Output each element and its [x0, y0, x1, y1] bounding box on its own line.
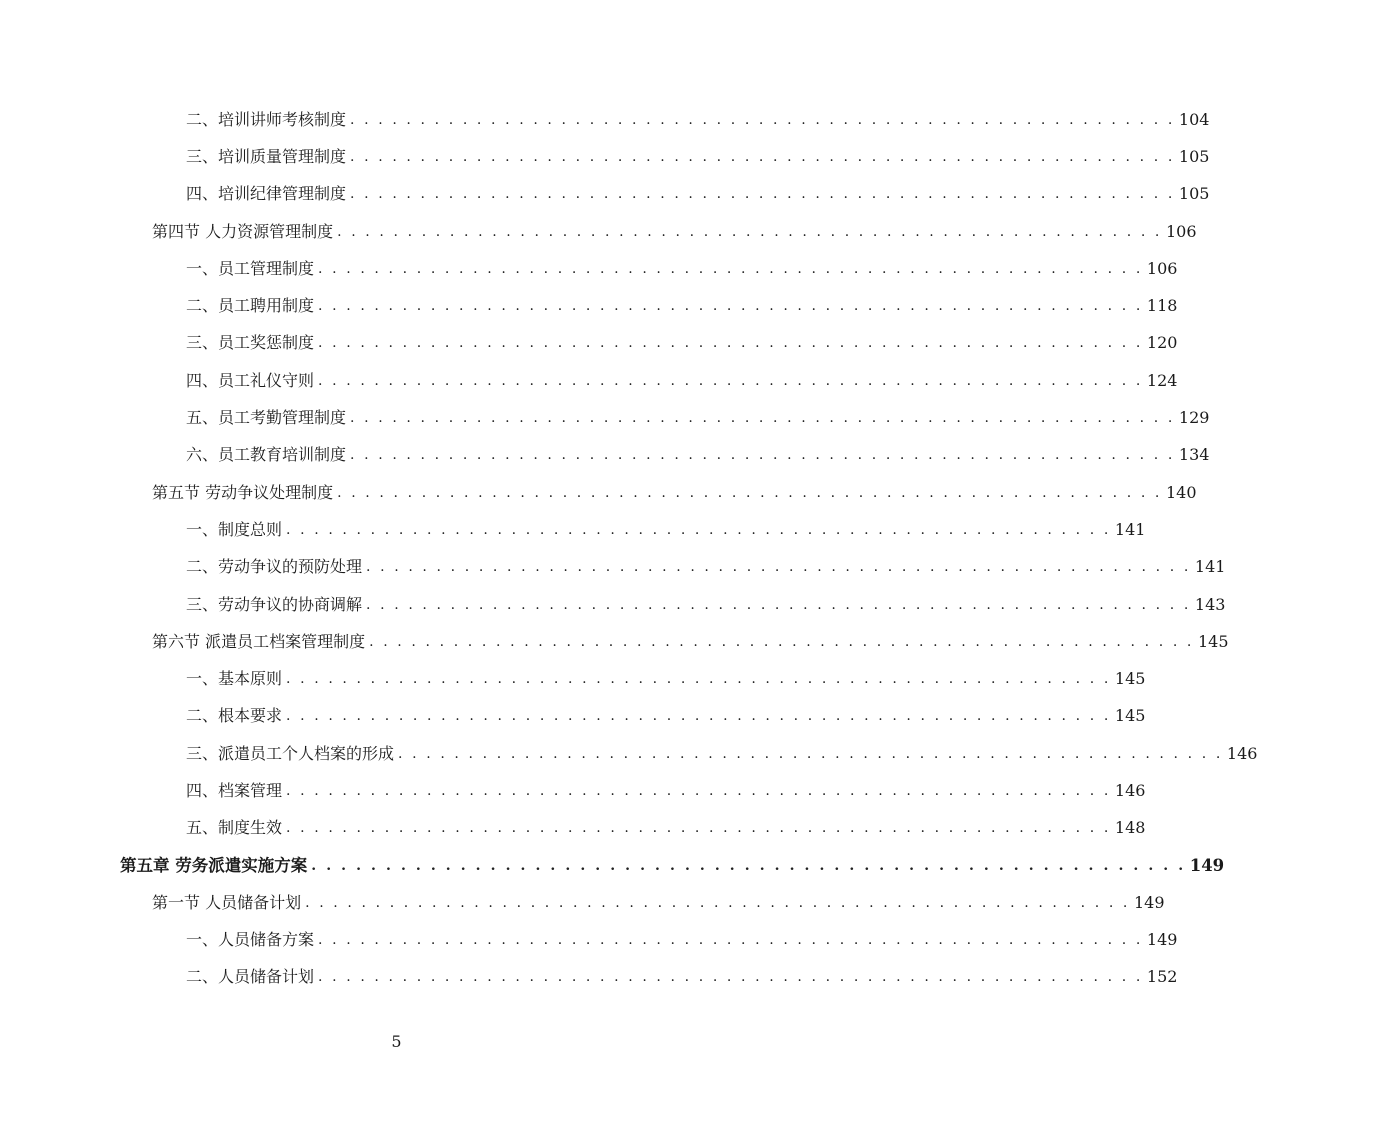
toc-entry-page: 105 [1178, 146, 1210, 166]
toc-entry-page: 105 [1178, 184, 1210, 204]
dot-leader: . . . . . . . . . . . . . . . . . . . . . . . . . . . . . . . . . . . . . . . . . . . . . . . . . . . . . . . . . . . [337, 484, 1162, 501]
toc-entry-label: 一、基本原则 [186, 669, 283, 689]
toc-entry-page: 118 [1146, 296, 1178, 316]
page-number: 5 [391, 1032, 402, 1051]
toc-subsection-entry[interactable] [0, 101, 1210, 138]
toc-subsection-entry[interactable] [0, 250, 1178, 287]
toc-entry-label: 三、员工奖惩制度 [186, 333, 315, 353]
toc-entry-label: 五、制度生效 [186, 818, 283, 838]
toc-entry-page: 149 [1146, 930, 1178, 950]
toc-subsection-entry[interactable] [0, 399, 1210, 436]
toc-subsection-entry[interactable] [0, 362, 1178, 399]
dot-leader: . . . . . . . . . . . . . . . . . . . . . . . . . . . . . . . . . . . . . . . . . . . . . . . . . . . . . . . . . . . [318, 372, 1143, 389]
toc-entry-page: 146 [1114, 780, 1146, 800]
dot-leader: . . . . . . . . . . . . . . . . . . . . . . . . . . . . . . . . . . . . . . . . . . . . . . . . . . . . . . . . . . . [369, 633, 1194, 650]
toc-entry-page: 148 [1114, 818, 1146, 838]
toc-subsection-entry[interactable] [0, 735, 1258, 772]
dot-leader: . . . . . . . . . . . . . . . . . . . . . . . . . . . . . . . . . . . . . . . . . . . . . . . . . . . . . . . . . . . [350, 186, 1175, 203]
dot-leader: . . . . . . . . . . . . . . . . . . . . . . . . . . . . . . . . . . . . . . . . . . . . . . . . . . . . . . . . . . . [286, 521, 1111, 538]
toc-entry-label: 四、员工礼仪守则 [186, 370, 315, 390]
toc-entry-page: 143 [1194, 594, 1226, 614]
toc-entry-label: 三、劳动争议的协商调解 [186, 594, 363, 614]
dot-leader: . . . . . . . . . . . . . . . . . . . . . . . . . . . . . . . . . . . . . . . . . . . . . . . . . . . . . . . . . . . [350, 447, 1175, 464]
dot-leader: . . . . . . . . . . . . . . . . . . . . . . . . . . . . . . . . . . . . . . . . . . . . . . . . . . . . . . . . . . . [366, 596, 1191, 613]
dot-leader: . . . . . . . . . . . . . . . . . . . . . . . . . . . . . . . . . . . . . . . . . . . . . . . . . . . . . . . . . . . [318, 932, 1143, 949]
toc-entry-label: 三、培训质量管理制度 [186, 146, 347, 166]
toc-entry-page: 152 [1146, 967, 1178, 987]
toc-entry-page: 120 [1146, 333, 1178, 353]
toc-entry-page: 104 [1178, 109, 1210, 129]
toc-entry-page: 129 [1178, 408, 1210, 428]
toc-entry-label: 三、派遣员工个人档案的形成 [186, 743, 395, 763]
toc-entry-page: 141 [1114, 519, 1146, 539]
toc-subsection-entry[interactable] [0, 549, 1226, 586]
dot-leader: . . . . . . . . . . . . . . . . . . . . . . . . . . . . . . . . . . . . . . . . . . . . . . . . . . . . . . . . . . . [350, 111, 1175, 128]
toc-subsection-entry[interactable] [0, 325, 1178, 362]
toc-entry-page: 141 [1194, 557, 1226, 577]
dot-leader: . . . . . . . . . . . . . . . . . . . . . . . . . . . . . . . . . . . . . . . . . . . . . . . . . . . . . . . . . . . [286, 708, 1111, 725]
toc-subsection-entry[interactable] [0, 959, 1178, 996]
dot-leader: . . . . . . . . . . . . . . . . . . . . . . . . . . . . . . . . . . . . . . . . . . . . . . . . . . . . . . . . . . . [286, 671, 1111, 688]
toc-subsection-entry[interactable] [0, 176, 1210, 213]
toc-subsection-entry[interactable] [0, 660, 1146, 697]
toc-section-entry[interactable] [0, 884, 1165, 921]
dot-leader: . . . . . . . . . . . . . . . . . . . . . . . . . . . . . . . . . . . . . . . . . . . . . . . . . . . . . . . . . . . [337, 223, 1162, 240]
toc-entry-page: 149 [1189, 855, 1225, 875]
dot-leader: . . . . . . . . . . . . . . . . . . . . . . . . . . . . . . . . . . . . . . . . . . . . . . . . . . . . . . . . . . . [305, 894, 1130, 911]
dot-leader: . . . . . . . . . . . . . . . . . . . . . . . . . . . . . . . . . . . . . . . . . . . . . . . . . . . . . . . . . . . [366, 559, 1191, 576]
toc-entry-label: 五、员工考勤管理制度 [186, 408, 347, 428]
toc-entry-label: 四、档案管理 [186, 780, 283, 800]
dot-leader: . . . . . . . . . . . . . . . . . . . . . . . . . . . . . . . . . . . . . . . . . . . . . . . . . . . . . . . . . . . [398, 745, 1223, 762]
toc-entry-page: 149 [1133, 892, 1165, 912]
toc-entry-page: 106 [1146, 258, 1178, 278]
toc-subsection-entry[interactable] [0, 772, 1146, 809]
dot-leader: . . . . . . . . . . . . . . . . . . . . . . . . . . . . . . . . . . . . . . . . . . . . . . . . . . . . . . . . . . . [318, 260, 1143, 277]
toc-entry-label: 第五节 劳动争议处理制度 [152, 482, 334, 502]
dot-leader: . . . . . . . . . . . . . . . . . . . . . . . . . . . . . . . . . . . . . . . . . . . . . . . . . . . . . . . . . . . [318, 298, 1143, 315]
toc-subsection-entry[interactable] [0, 287, 1178, 324]
toc-subsection-entry[interactable] [0, 922, 1178, 959]
toc-entry-label: 二、员工聘用制度 [186, 296, 315, 316]
toc-entry-label: 一、员工管理制度 [186, 258, 315, 278]
toc-chapter-entry[interactable] [0, 847, 1225, 884]
toc-entry-label: 第五章 劳务派遣实施方案 [120, 855, 308, 875]
toc-entry-page: 146 [1226, 743, 1258, 763]
toc-entry-label: 第四节 人力资源管理制度 [152, 221, 334, 241]
toc-entry-page: 145 [1114, 669, 1146, 689]
toc-entry-page: 140 [1165, 482, 1197, 502]
toc-entry-page: 134 [1178, 445, 1210, 465]
toc-entry-label: 一、制度总则 [186, 519, 283, 539]
toc-entry-label: 第一节 人员储备计划 [152, 892, 302, 912]
dot-leader: . . . . . . . . . . . . . . . . . . . . . . . . . . . . . . . . . . . . . . . . . . . . . . . . . . . . . . . . . . . [286, 782, 1111, 799]
toc-entry-page: 106 [1165, 221, 1197, 241]
toc-entry-label: 二、劳动争议的预防处理 [186, 557, 363, 577]
toc-entry-label: 四、培训纪律管理制度 [186, 184, 347, 204]
dot-leader: . . . . . . . . . . . . . . . . . . . . . . . . . . . . . . . . . . . . . . . . . . . . . . . . . . . . . . . . . . . [318, 335, 1143, 352]
toc-section-entry[interactable] [0, 474, 1197, 511]
dot-leader: . . . . . . . . . . . . . . . . . . . . . . . . . . . . . . . . . . . . . . . . . . . . . . . . . . . . . . . . . . . [318, 969, 1143, 986]
toc-subsection-entry[interactable] [0, 437, 1210, 474]
toc-entry-label: 二、人员储备计划 [186, 967, 315, 987]
dot-leader: . . . . . . . . . . . . . . . . . . . . . . . . . . . . . . . . . . . . . . . . . . . . . . . . . . . . . . . . . . . [286, 820, 1111, 837]
toc-section-entry[interactable] [0, 623, 1229, 660]
toc-subsection-entry[interactable] [0, 138, 1210, 175]
toc-section-entry[interactable] [0, 213, 1197, 250]
toc-entry-label: 二、根本要求 [186, 706, 283, 726]
toc-entry-page: 145 [1114, 706, 1146, 726]
dot-leader: . . . . . . . . . . . . . . . . . . . . . . . . . . . . . . . . . . . . . . . . . . . . . . . . . . . . . . . . . . . [350, 148, 1175, 165]
toc-subsection-entry[interactable] [0, 586, 1226, 623]
dot-leader: . . . . . . . . . . . . . . . . . . . . . . . . . . . . . . . . . . . . . . . . . . . . . . . . . . . . . . . . . . . [350, 410, 1175, 427]
toc-entry-page: 124 [1146, 370, 1178, 390]
toc-entry-label: 第六节 派遣员工档案管理制度 [152, 631, 366, 651]
toc-subsection-entry[interactable] [0, 810, 1146, 847]
toc-subsection-entry[interactable] [0, 698, 1146, 735]
dot-leader: . . . . . . . . . . . . . . . . . . . . . . . . . . . . . . . . . . . . . . . . . . . . . . . . . . . . . . . . . . . [311, 857, 1186, 874]
toc-subsection-entry[interactable] [0, 511, 1146, 548]
table-of-contents [0, 101, 1258, 996]
toc-entry-label: 一、人员储备方案 [186, 930, 315, 950]
toc-entry-page: 145 [1197, 631, 1229, 651]
toc-entry-label: 六、员工教育培训制度 [186, 445, 347, 465]
toc-entry-label: 二、培训讲师考核制度 [186, 109, 347, 129]
